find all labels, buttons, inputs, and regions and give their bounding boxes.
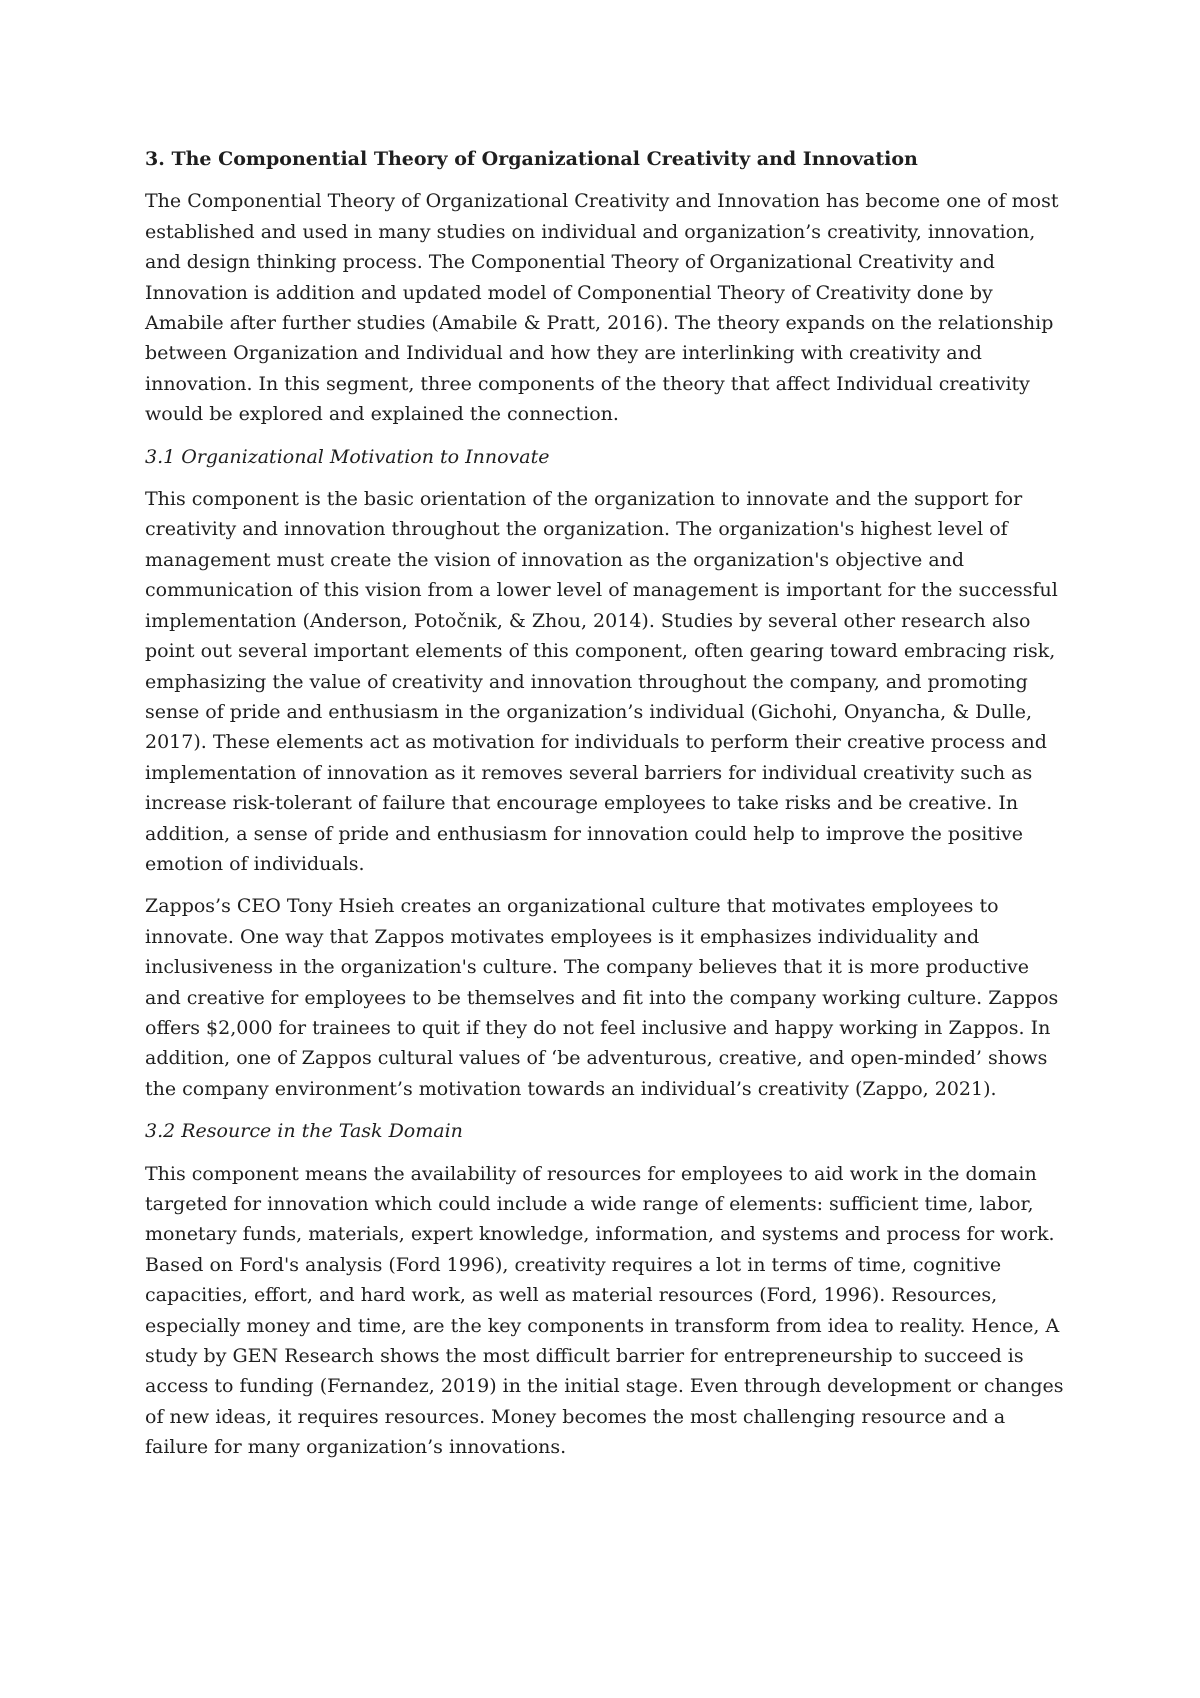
- subsection-title-resources: 3.2 Resource in the Task Domain: [145, 1120, 463, 1143]
- document-body: [145, 144, 1065, 1475]
- zappos-paragraph: Zappos’s CEO Tony Hsieh creates an organizational culture that motivates employees to innovate. One way that Zappos motivates employees is it emphasizes individuality and inclusiveness in the organization's culture. The company believes that it is more productive and creative for employees to be themselves and fit into the company working culture. Zappos offers $2,000 for trainees to quit if they do not feel inclusive and happy working in Zappos. In addition, one of Zappos cultural values of ‘be adventurous, creative, and open-minded’ shows the company environment’s motivation towards an individual’s creativity (Zappo, 2021).: [145, 895, 1059, 1100]
- resources-paragraph: This component means the availability of resources for employees to aid work in the domain targeted for innovation which could include a wide range of elements: sufficient time, labor, monetary funds, materials, expert knowledge, information, and systems and process for work. Based on Ford's analysis (Ford 1996), creativity requires a lot in terms of time, cognitive capacities, effort, and hard work, as well as material resources (Ford, 1996). Resources, especially money and time, are the key components in transform from idea to reality. Hence, A study by GEN Research shows the most difficult barrier for entrepreneurship to succeed is access to funding (Fernandez, 2019) in the initial stage. Even through development or changes of new ideas, it requires resources. Money becomes the most challenging resource and a failure for many organization’s innovations.: [145, 1162, 1064, 1459]
- motivation-paragraph: This component is the basic orientation of the organization to innovate and the support for creativity and innovation throughout the organization. The organization's highest level of management must create the vision of innovation as the organization's objective and communication of this vision from a lower level of management is important for the successful implementation (Anderson, Potočnik, & Zhou, 2014). Studies by several other research also point out several important elements of this component, often gearing toward embracing risk, emphasizing the value of creativity and innovation throughout the company, and promoting sense of pride and enthusiasm in the organization’s individual (Gichohi, Onyancha, & Dulle, 2017). These elements act as motivation for individuals to perform their creative process and implementation of innovation as it removes several barriers for individual creativity such as increase risk-tolerant of failure that encourage employees to take risks and be creative. In addition, a sense of pride and enthusiasm for innovation could help to improve the positive emotion of individuals.: [145, 488, 1058, 875]
- subsection-title-motivation: 3.1 Organizational Motivation to Innovate: [145, 445, 550, 468]
- section-heading: 3. The Componential Theory of Organizational Creativity and Innovation: [145, 148, 918, 170]
- intro-paragraph: The Componential Theory of Organizational Creativity and Innovation has become one of most established and used in many studies on individual and organization’s creativity, innovation, and design thinking process. The Componential Theory of Organizational Creativity and Innovation is addition and updated model of Componential Theory of Creativity done by Amabile after further studies (Amabile & Pratt, 2016). The theory expands on the relationship between Organization and Individual and how they are interlinking with creativity and innovation. In this segment, three components of the theory that affect Individual creativity would be explored and explained the connection.: [145, 190, 1059, 426]
